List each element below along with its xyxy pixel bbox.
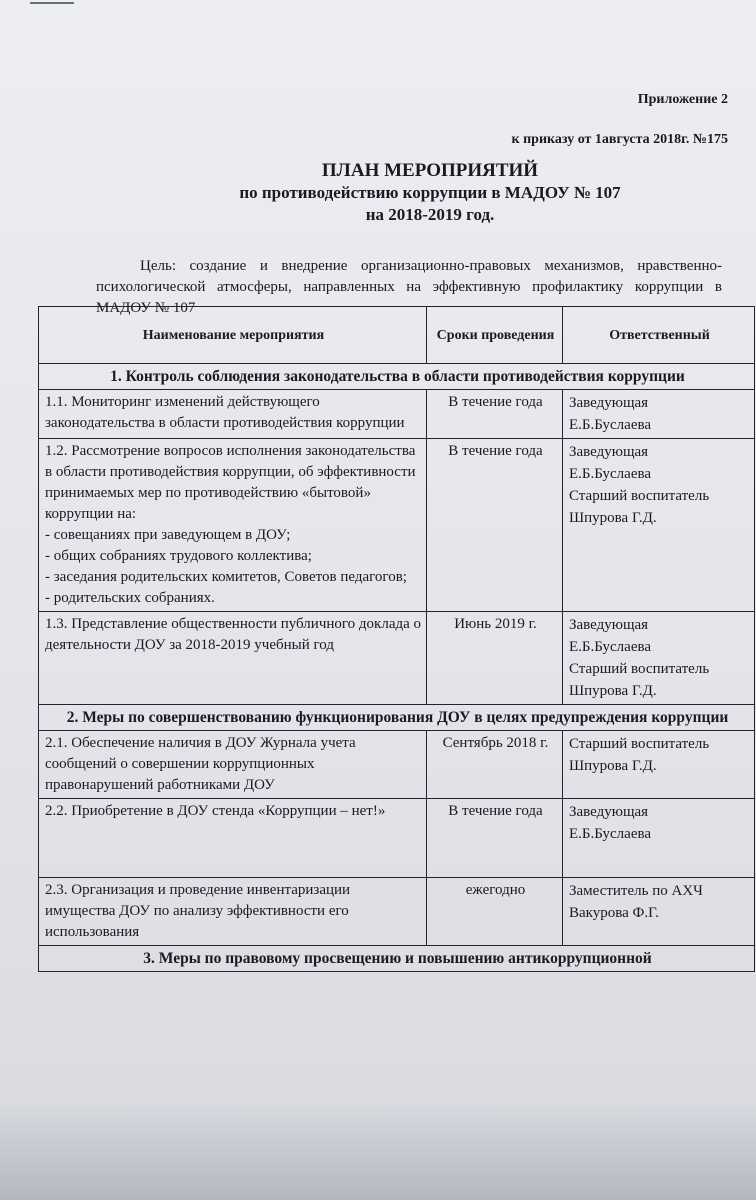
activity-name: 1.1. Мониторинг изменений действующего законодательства в области противодействия коррупции — [39, 390, 427, 439]
title-line-3: на 2018-2019 год. — [365, 205, 495, 224]
activity-term: В течение года — [427, 799, 563, 878]
title-line-1: ПЛАН МЕРОПРИЯТИЙ — [321, 160, 539, 181]
responsible-line: Шпурова Г.Д. — [569, 510, 657, 526]
responsible-line: Заведующая — [569, 395, 649, 411]
section-row — [39, 364, 755, 390]
order-reference: к приказу от 1августа 2018г. №175 — [511, 132, 728, 147]
header-name: Наименование мероприятия — [39, 307, 427, 364]
activity-responsible — [563, 799, 755, 878]
table-row — [39, 731, 755, 799]
goal-paragraph: Цель: создание и внедрение организационно-правовых механизмов, нравственно-психологической атмосферы, направленных на эффективную профилактику коррупции в МАДОУ № 107 — [96, 258, 722, 316]
activity-responsible — [563, 878, 755, 946]
activity-name: 2.3. Организация и проведение инвентаризации имущества ДОУ по анализу эффективности его использования — [39, 878, 427, 946]
page-edge-mark — [30, 2, 74, 4]
header-responsible: Ответственный — [563, 307, 755, 364]
activity-name: 2.2. Приобретение в ДОУ стенда «Коррупции – нет!» — [39, 799, 427, 878]
responsible-line: Е.Б.Буслаева — [569, 639, 652, 655]
activity-name: 1.2. Рассмотрение вопросов исполнения законодательства в области противодействия коррупции, об эффективности принимаемых мер по противодействию «бытовой» коррупции на: - совещаниях при заведующем в ДОУ; - общих собраниях трудового коллектива; - заседания родительских комитетов, Советов педагогов; - родительских собраниях. — [39, 439, 427, 612]
section-row — [39, 946, 755, 972]
page-shadow — [0, 1100, 756, 1200]
activity-term: Сентябрь 2018 г. — [427, 731, 563, 799]
appendix-label: Приложение 2 — [637, 92, 728, 107]
responsible-line: Старший воспитатель — [569, 661, 710, 677]
activity-term: В течение года — [427, 439, 563, 612]
responsible-line: Шпурова Г.Д. — [569, 683, 657, 699]
section-title: 1. Контроль соблюдения законодательства в области противодействия коррупции — [39, 364, 755, 390]
header-term: Сроки проведения — [427, 307, 563, 364]
activity-responsible — [563, 731, 755, 799]
section-row — [39, 705, 755, 731]
document-title — [180, 160, 680, 226]
table-row — [39, 878, 755, 946]
table-row — [39, 799, 755, 878]
activity-term: В течение года — [427, 390, 563, 439]
responsible-line: Вакурова Ф.Г. — [569, 905, 659, 921]
responsible-line: Старший воспитатель — [569, 736, 710, 752]
responsible-line: Е.Б.Буслаева — [569, 466, 652, 482]
activity-name: 1.3. Представление общественности публичного доклада о деятельности ДОУ за 2018-2019 учебный год — [39, 612, 427, 705]
responsible-line: Заместитель по АХЧ — [569, 883, 703, 899]
activity-responsible — [563, 390, 755, 439]
activity-term: Июнь 2019 г. — [427, 612, 563, 705]
plan-table — [38, 306, 755, 972]
table-row — [39, 390, 755, 439]
responsible-line: Заведующая — [569, 804, 649, 820]
table-row — [39, 612, 755, 705]
activity-responsible — [563, 612, 755, 705]
title-line-2: по противодействию коррупции в МАДОУ № 107 — [239, 183, 621, 202]
section-title: 3. Меры по правовому просвещению и повышению антикоррупционной — [39, 946, 755, 972]
section-title: 2. Меры по совершенствованию функционирования ДОУ в целях предупреждения коррупции — [39, 705, 755, 731]
table-row — [39, 439, 755, 612]
table-header-row — [39, 307, 755, 364]
activity-term: ежегодно — [427, 878, 563, 946]
responsible-line: Старший воспитатель — [569, 488, 710, 504]
activity-responsible — [563, 439, 755, 612]
responsible-line: Заведующая — [569, 444, 649, 460]
responsible-line: Е.Б.Буслаева — [569, 826, 652, 842]
responsible-line: Заведующая — [569, 617, 649, 633]
responsible-line: Е.Б.Буслаева — [569, 417, 652, 433]
activity-name: 2.1. Обеспечение наличия в ДОУ Журнала учета сообщений о совершении коррупционных правонарушений работниками ДОУ — [39, 731, 427, 799]
responsible-line: Шпурова Г.Д. — [569, 758, 657, 774]
